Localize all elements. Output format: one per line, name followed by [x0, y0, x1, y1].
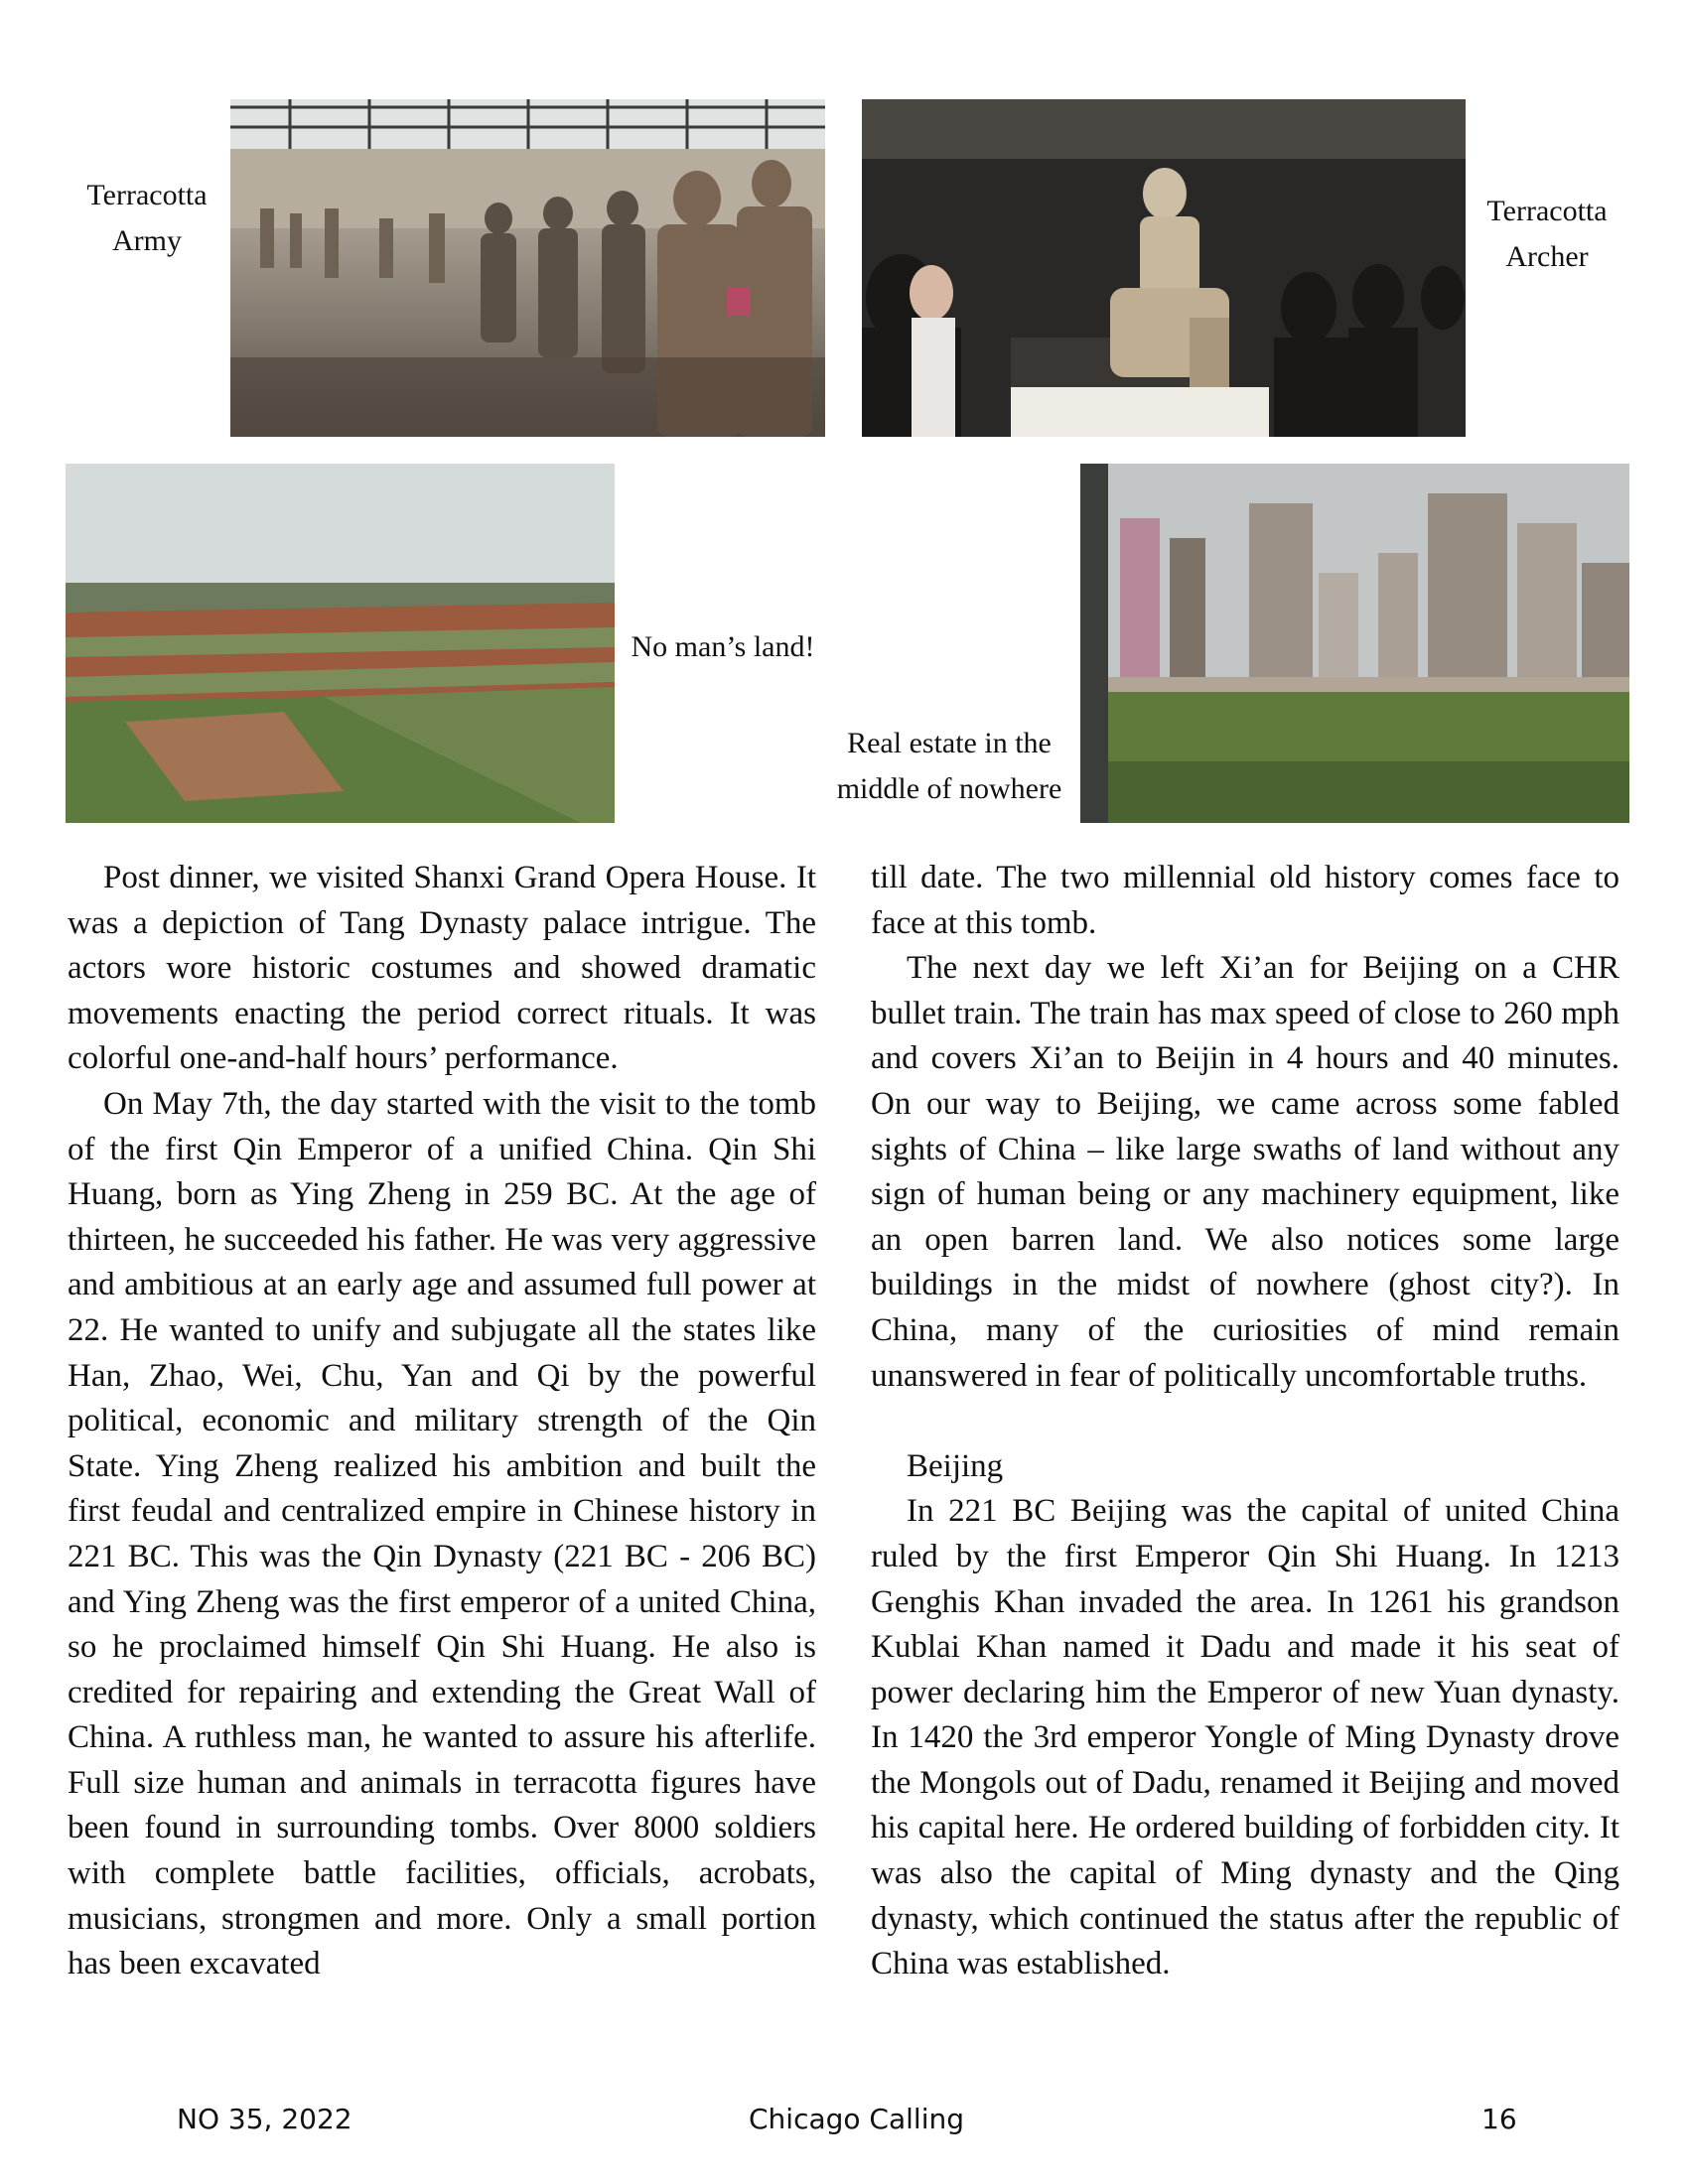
paragraph-spacer — [871, 1399, 1619, 1444]
article-left-column — [68, 856, 816, 1987]
terracotta-archer-photo — [862, 99, 1466, 437]
article-right-column — [871, 856, 1619, 1987]
no-mans-land-photo — [66, 464, 615, 823]
footer-issue: NO 35, 2022 — [177, 2103, 352, 2135]
real-estate-caption: Real estate in the middle of nowhere — [836, 727, 1062, 805]
paragraph-bullet-train: The next day we left Xi’an for Beijing on a CHR bullet train. The train has max speed of close to 260 mph and covers Xi’an to Beijin in 4 hours and 40 minutes. On our way to Beijing, we came across some fabled sights of China – like large swaths of land without any sign of human being or any machinery equipment, like an open barren land. We also notices some large buildings in the midst of nowhere (ghost city?). In China, many of the curiosities of mind remain unanswered in fear of politically uncomfortable truths. — [871, 950, 1619, 1394]
terracotta-army-photo — [230, 99, 825, 437]
paragraph-qin-tomb: On May 7th, the day started with the visit to the tomb of the first Qin Emperor of a unified China. Qin Shi Huang, born as Ying Zheng in 259 BC. At the age of thirteen, he succeeded his father. He was very aggressive and ambitious at an early age and assumed full power at 22. He wanted to unify and subjugate all the states like Han, Zhao, Wei, Chu, Yan and Qi by the powerful political, economic and military strength of the Qin State. Ying Zheng realized his ambition and built the first feudal and centralized empire in Chinese history in 221 BC. This was the Qin Dynasty (221 BC - 206 BC) and Ying Zheng was the first emperor of a united China, so he proclaimed himself Qin Shi Huang. He also is credited for repairing and extending the Great Wall of China. A ruthless man, he wanted to assure his afterlife. Full size human and animals in terracotta figures have been found in surrounding tombs. Over 8000 soldiers with complete battle facilities, officials, acrobats, musicians, strongmen and more. Only a small portion has been excavated — [68, 1085, 816, 1982]
paragraph-opera: Post dinner, we visited Shanxi Grand Opera House. It was a depiction of Tang Dynasty palace intrigue. The actors wore historic costumes and showed dramatic movements enacting the period correct rituals. It was colorful one-and-half hours’ performance. — [68, 860, 816, 1077]
terracotta-army-caption: Terracotta Army — [86, 179, 208, 257]
section-heading-beijing: Beijing — [907, 1447, 1004, 1484]
real-estate-photo — [1080, 464, 1629, 823]
paragraph-tomb-continued: till date. The two millennial old history comes face to face at this tomb. — [871, 860, 1619, 941]
no-mans-land-caption: No man’s land! — [631, 630, 815, 663]
footer-publication-title: Chicago Calling — [749, 2103, 964, 2135]
terracotta-archer-caption: Terracotta Archer — [1486, 195, 1608, 273]
footer-page-number: 16 — [1481, 2103, 1517, 2135]
paragraph-beijing-history: In 221 BC Beijing was the capital of united China ruled by the first Emperor Qin Shi Huang. In 1213 Genghis Khan invaded the area. In 1261 his grandson Kublai Khan named it Dadu and made it his seat of power declaring him the Emperor of new Yuan dynasty. In 1420 the 3rd emperor Yongle of Ming Dynasty drove the Mongols out of Dadu, renamed it Beijing and moved his capital here. He ordered building of forbidden city. It was also the capital of Ming dynasty and the Qing dynasty, which continued the status after the republic of China was established. — [871, 1493, 1619, 1982]
